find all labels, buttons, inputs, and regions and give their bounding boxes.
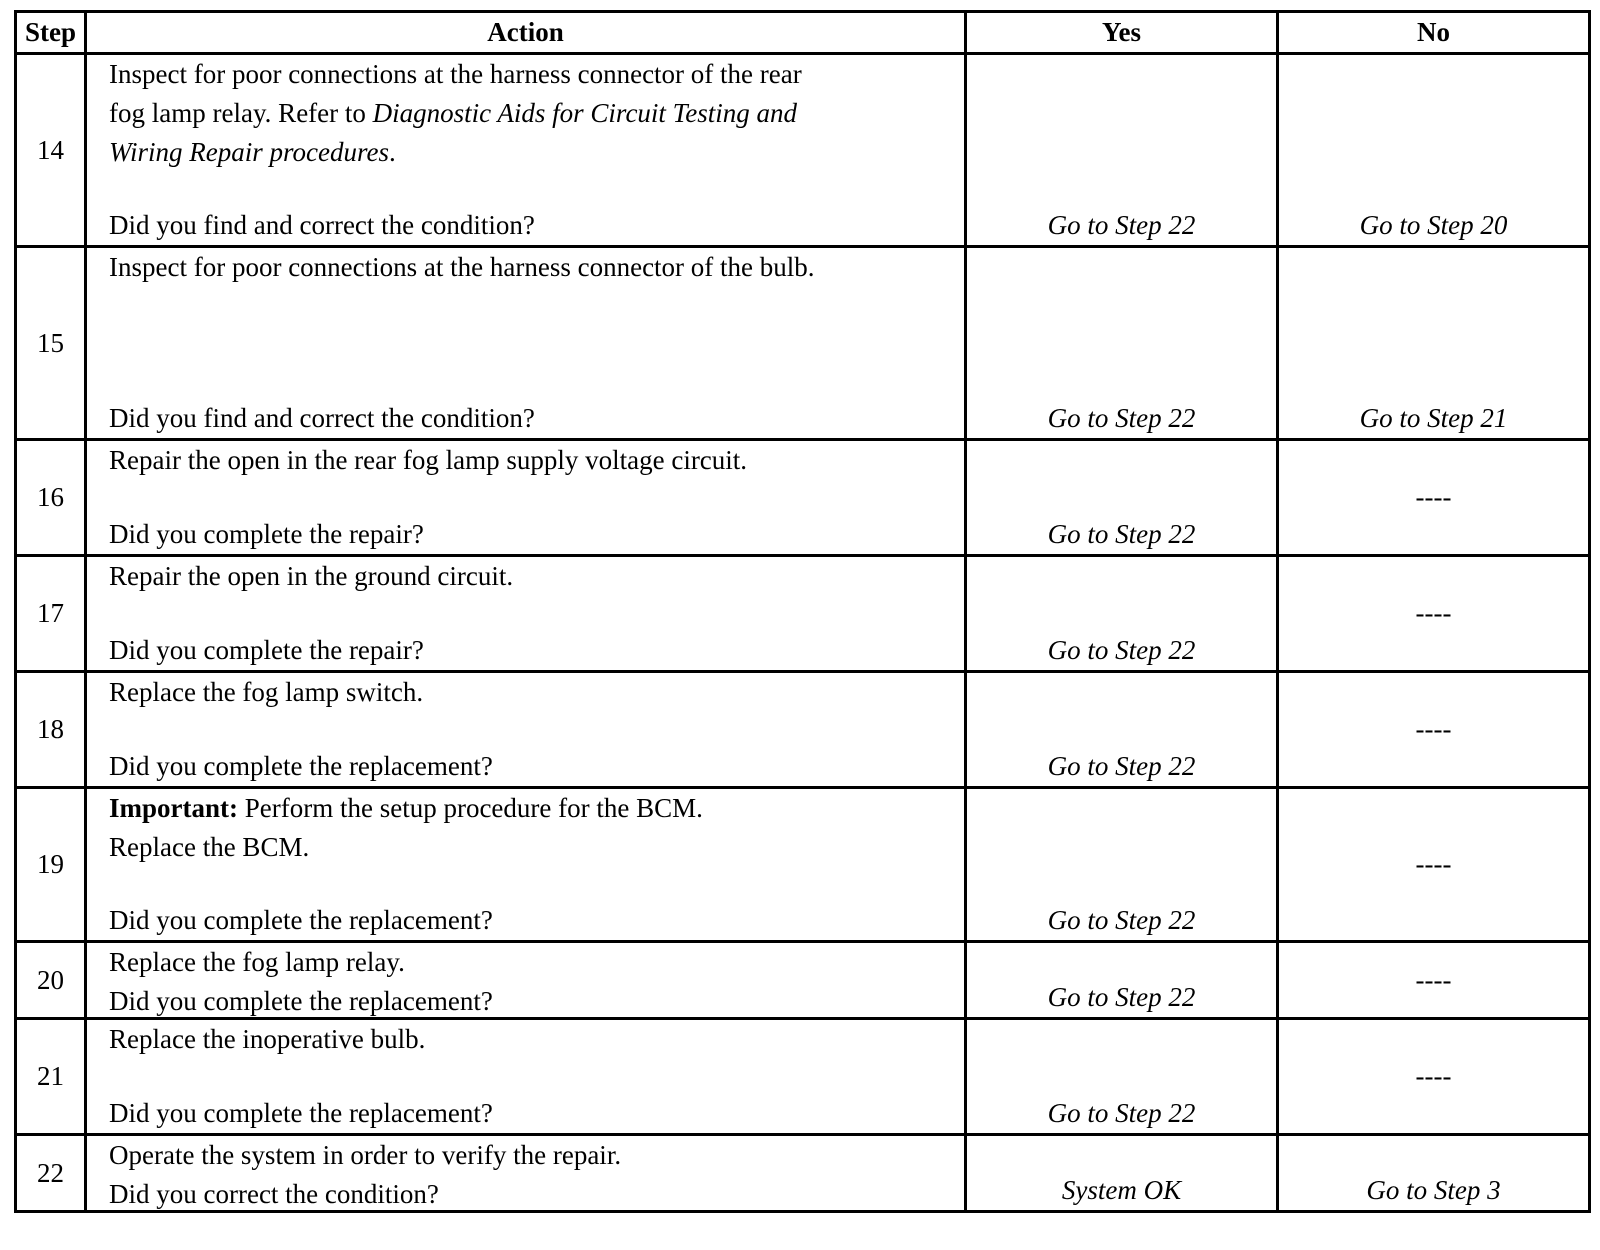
action-text: Repair the open in the rear fog lamp supply voltage circuit. xyxy=(109,445,748,475)
yes-result[interactable]: Go to Step 22 xyxy=(966,556,1278,672)
action-text: Inspect for poor connections at the harness connector of the bulb. xyxy=(109,252,815,282)
action-text: Replace the BCM. xyxy=(109,832,310,862)
action-text-plain: . xyxy=(388,137,396,167)
important-label: Important: xyxy=(109,793,238,823)
no-result[interactable]: Go to Step 3 xyxy=(1278,1135,1590,1212)
yes-result: System OK xyxy=(966,1135,1278,1212)
action-question: Did you find and correct the condition? xyxy=(109,403,535,433)
action-cell xyxy=(86,672,966,788)
table-row-step-16 xyxy=(16,440,1590,556)
step-number: 15 xyxy=(16,247,86,440)
action-cell xyxy=(86,788,966,942)
table-row-step-14 xyxy=(16,54,1590,247)
no-result: ---- xyxy=(1278,440,1590,556)
table-row-step-19 xyxy=(16,788,1590,942)
action-cell xyxy=(86,942,966,1019)
header-yes: Yes xyxy=(966,12,1278,54)
important-text: Perform the setup procedure for the BCM. xyxy=(238,793,703,823)
table-row-step-18 xyxy=(16,672,1590,788)
yes-result[interactable]: Go to Step 22 xyxy=(966,672,1278,788)
action-question: Did you complete the replacement? xyxy=(109,751,493,781)
header-action: Action xyxy=(86,12,966,54)
action-question: Did you complete the repair? xyxy=(109,519,424,549)
action-cell xyxy=(86,247,966,440)
yes-result[interactable]: Go to Step 22 xyxy=(966,54,1278,247)
header-step: Step xyxy=(16,12,86,54)
action-text: Inspect for poor connections at the harness connector of the rear xyxy=(109,59,802,89)
action-text: Replace the fog lamp relay. xyxy=(109,947,405,977)
header-row xyxy=(16,12,1590,54)
yes-result[interactable]: Go to Step 22 xyxy=(966,788,1278,942)
table-row-step-22 xyxy=(16,1135,1590,1212)
diagnostic-steps-table xyxy=(14,10,1591,1213)
action-text: Replace the fog lamp switch. xyxy=(109,677,424,707)
step-number: 19 xyxy=(16,788,86,942)
no-result: ---- xyxy=(1278,672,1590,788)
header-no: No xyxy=(1278,12,1590,54)
action-cell xyxy=(86,1135,966,1212)
action-cell xyxy=(86,54,966,247)
action-question: Did you complete the replacement? xyxy=(109,986,493,1016)
no-result[interactable]: Go to Step 21 xyxy=(1278,247,1590,440)
yes-result[interactable]: Go to Step 22 xyxy=(966,440,1278,556)
yes-result[interactable]: Go to Step 22 xyxy=(966,247,1278,440)
table-row-step-15 xyxy=(16,247,1590,440)
diagnostic-table-container xyxy=(14,10,1588,1213)
no-result: ---- xyxy=(1278,556,1590,672)
table-row-step-21 xyxy=(16,1019,1590,1135)
action-cell xyxy=(86,440,966,556)
reference-link[interactable]: Diagnostic Aids for Circuit Testing and xyxy=(372,98,797,128)
action-text-plain: fog lamp relay. Refer to xyxy=(109,98,373,128)
action-question: Did you find and correct the condition? xyxy=(109,210,535,240)
step-number: 16 xyxy=(16,440,86,556)
step-number: 18 xyxy=(16,672,86,788)
action-cell xyxy=(86,1019,966,1135)
reference-link[interactable]: Wiring Repair procedures xyxy=(109,137,389,167)
step-number: 22 xyxy=(16,1135,86,1212)
action-text: Repair the open in the ground circuit. xyxy=(109,561,514,591)
table-row-step-20 xyxy=(16,942,1590,1019)
step-number: 20 xyxy=(16,942,86,1019)
step-number: 21 xyxy=(16,1019,86,1135)
no-result: ---- xyxy=(1278,942,1590,1019)
action-question: Did you complete the replacement? xyxy=(109,1098,493,1128)
action-text: Replace the inoperative bulb. xyxy=(109,1024,426,1054)
no-result: ---- xyxy=(1278,788,1590,942)
action-text-ref xyxy=(109,94,954,133)
no-result[interactable]: Go to Step 20 xyxy=(1278,54,1590,247)
step-number: 14 xyxy=(16,54,86,247)
yes-result[interactable]: Go to Step 22 xyxy=(966,1019,1278,1135)
yes-result[interactable]: Go to Step 22 xyxy=(966,942,1278,1019)
action-question: Did you correct the condition? xyxy=(109,1179,439,1209)
action-question: Did you complete the replacement? xyxy=(109,905,493,935)
no-result: ---- xyxy=(1278,1019,1590,1135)
action-text: Operate the system in order to verify the repair. xyxy=(109,1140,622,1170)
action-question: Did you complete the repair? xyxy=(109,635,424,665)
table-row-step-17 xyxy=(16,556,1590,672)
step-number: 17 xyxy=(16,556,86,672)
action-cell xyxy=(86,556,966,672)
